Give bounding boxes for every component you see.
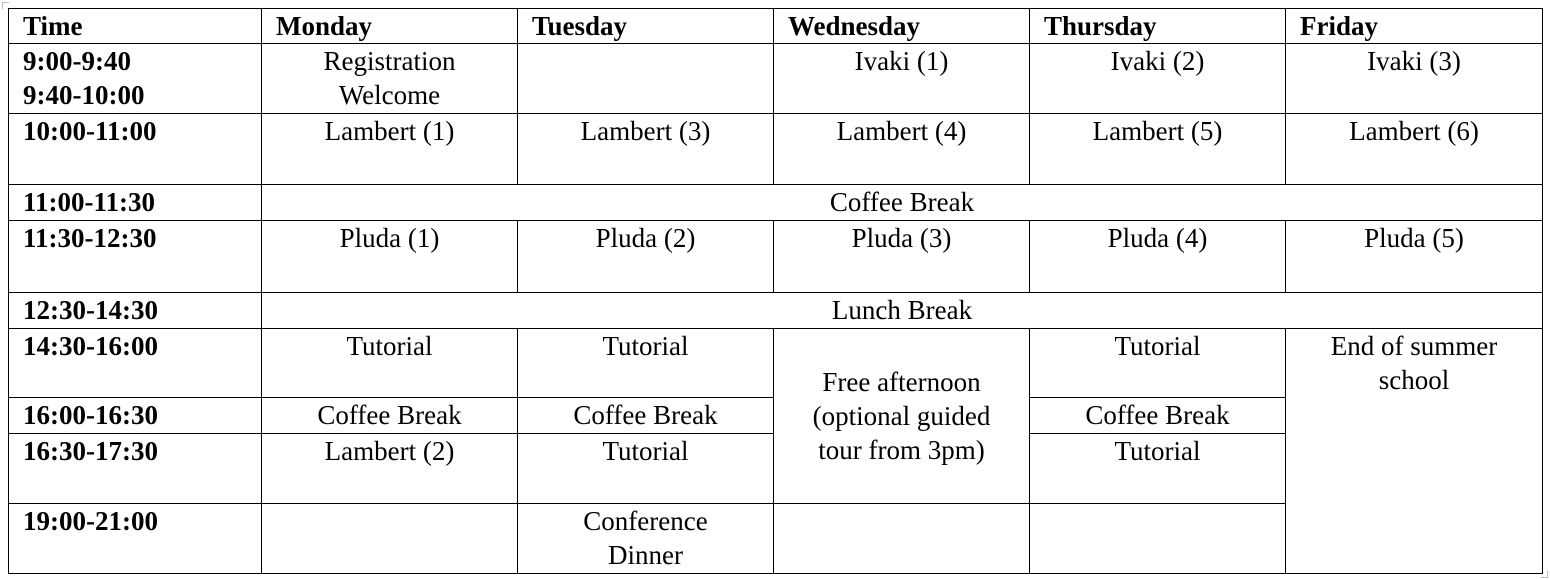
table-row: [9, 220, 1543, 292]
time-cell: 10:00-11:00: [9, 114, 262, 184]
session-cell: Tutorial: [1030, 329, 1286, 398]
session-cell: Coffee Break: [518, 398, 774, 434]
session-cell: [262, 503, 518, 573]
table-row: [9, 329, 1543, 398]
session-cell: Lambert (3): [518, 114, 774, 184]
time-cell: 12:30-14:30: [9, 292, 262, 328]
session-cell: Ivaki (2): [1030, 44, 1286, 114]
header-wednesday: Wednesday: [774, 9, 1030, 44]
time-cell: 19:00-21:00: [9, 503, 262, 573]
session-cell: Pluda (3): [774, 220, 1030, 292]
session-cell: Pluda (4): [1030, 220, 1286, 292]
session-cell: Lambert (6): [1286, 114, 1543, 184]
coffee-break-cell: Coffee Break: [262, 184, 1543, 220]
header-row: [9, 9, 1543, 44]
header-monday: Monday: [262, 9, 518, 44]
time-cell: 16:00-16:30: [9, 398, 262, 434]
header-time: Time: [9, 9, 262, 44]
time-cell: 14:30-16:00: [9, 329, 262, 398]
session-cell: [518, 44, 774, 114]
session-cell: Lambert (1): [262, 114, 518, 184]
session-cell: Registration Welcome: [262, 44, 518, 114]
table-row: [9, 114, 1543, 184]
session-cell: Ivaki (3): [1286, 44, 1543, 114]
session-cell: Coffee Break: [1030, 398, 1286, 434]
table-row: [9, 44, 1543, 114]
header-tuesday: Tuesday: [518, 9, 774, 44]
session-cell: Tutorial: [518, 329, 774, 398]
session-cell: Conference Dinner: [518, 503, 774, 573]
session-cell: Pluda (2): [518, 220, 774, 292]
time-cell: 9:00-9:40 9:40-10:00: [9, 44, 262, 114]
table-row: [9, 292, 1543, 328]
time-cell: 11:30-12:30: [9, 220, 262, 292]
time-cell: 16:30-17:30: [9, 434, 262, 503]
end-of-school-cell: End of summer school: [1286, 329, 1543, 574]
free-afternoon-cell: Free afternoon (optional guided tour from 3pm): [774, 329, 1030, 504]
session-cell: Tutorial: [518, 434, 774, 503]
header-thursday: Thursday: [1030, 9, 1286, 44]
session-cell: [1030, 503, 1286, 573]
session-cell: [774, 503, 1030, 573]
lunch-break-cell: Lunch Break: [262, 292, 1543, 328]
header-friday: Friday: [1286, 9, 1543, 44]
session-cell: Tutorial: [262, 329, 518, 398]
session-cell: Lambert (2): [262, 434, 518, 503]
session-cell: Coffee Break: [262, 398, 518, 434]
time-cell: 11:00-11:30: [9, 184, 262, 220]
session-cell: Lambert (4): [774, 114, 1030, 184]
session-cell: Pluda (5): [1286, 220, 1543, 292]
table-row: [9, 184, 1543, 220]
schedule-table: [8, 8, 1543, 574]
session-cell: Ivaki (1): [774, 44, 1030, 114]
session-cell: Pluda (1): [262, 220, 518, 292]
session-cell: Lambert (5): [1030, 114, 1286, 184]
session-cell: Tutorial: [1030, 434, 1286, 503]
